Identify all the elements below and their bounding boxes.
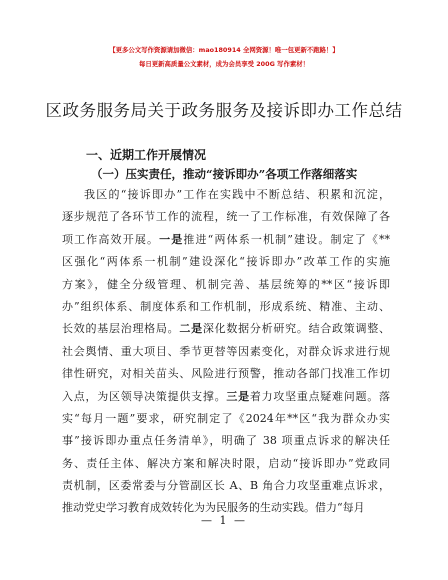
body-text-run: 社会舆情、重大项目、季节更替等因素变化，对群众诉求进行规 bbox=[62, 344, 390, 358]
body-text-run: 责机制，区委常委与分管副区长 A、B 角合力攻坚重难点诉求， bbox=[62, 479, 390, 493]
body-line bbox=[62, 408, 390, 430]
body-line bbox=[62, 206, 390, 228]
body-line bbox=[62, 363, 390, 385]
body-line bbox=[62, 341, 390, 363]
promo-banner-line-1: 【更多公文写作资源请加微信：mao180914 全网资源！唯一包更新不跑路！】 bbox=[109, 46, 339, 54]
body-text-run: 区强化“两体系一机制”建设深化“接诉即办”改革工作的实施 bbox=[62, 255, 390, 269]
body-text-run: 逐步规范了各环节工作的流程，统一了工作标准，有效保障了各 bbox=[62, 210, 390, 224]
emphasis-text: 二是 bbox=[179, 322, 203, 336]
body-line bbox=[62, 184, 390, 206]
body-text bbox=[62, 184, 390, 520]
body-text-run: 务、责任主体、解决方案和解决时限，启动“接诉即办”党政同 bbox=[62, 456, 390, 470]
body-line bbox=[62, 475, 390, 497]
emphasis-text: 一是 bbox=[159, 232, 184, 246]
section-heading: 一、近期工作开展情况 bbox=[86, 148, 207, 162]
body-line bbox=[62, 229, 390, 251]
body-text-run: 律性研究，对相关苗头、风险进行预警，推动各部门找准工作切 bbox=[62, 367, 390, 381]
body-text-run: 方案》，健全分级管理、机制完善、基层统筹的**区“接诉即 bbox=[62, 277, 390, 291]
body-text-run: 实“每月一题”要求，研究制定了《2024年**区“我为群众办实 bbox=[62, 411, 390, 425]
body-text-run: 着力攻坚重点疑难问题。落 bbox=[249, 389, 390, 403]
subsection-heading: （一）压实责任，推动“接诉即办”各项工作落细落实 bbox=[91, 167, 358, 181]
body-line bbox=[62, 296, 390, 318]
body-line bbox=[62, 453, 390, 475]
body-text-run: 办”组织体系、制度体系和工作机制，形成系统、精准、主动、 bbox=[62, 299, 390, 313]
body-line bbox=[62, 430, 390, 452]
body-text-run: 深化数据分析研究。结合政策调整、 bbox=[202, 322, 390, 336]
promo-banner-line-2: 每日更新高质量公文素材，成为会员享受 200G 写作素材！ bbox=[138, 60, 310, 68]
body-text-run: 推进“两体系一机制”建设。制定了《** bbox=[183, 232, 390, 246]
body-text-run: 我区的“接诉即办”工作在实践中不断总结、积累和沉淀， bbox=[84, 188, 390, 201]
body-text-run: 项工作高效开展。 bbox=[62, 232, 160, 246]
document-title: 区政务服务局关于政务服务及接诉即办工作总结 bbox=[45, 101, 403, 120]
body-line bbox=[62, 251, 390, 273]
page-number: — 1 — bbox=[201, 514, 247, 527]
body-line bbox=[62, 318, 390, 340]
body-line bbox=[62, 274, 390, 296]
body-text-run: 事”接诉即办重点任务清单》，明确了 38 项重点诉求的解决任 bbox=[62, 434, 390, 448]
body-line bbox=[62, 386, 390, 408]
body-text-run: 长效的基层治理格局。 bbox=[62, 322, 180, 336]
body-text-run: 推动党史学习教育成效转化为为民服务的生动实践。借力“每月 bbox=[62, 501, 365, 515]
emphasis-text: 三是 bbox=[226, 389, 250, 403]
body-text-run: 入点，为区领导决策提供支撑。 bbox=[62, 389, 227, 403]
